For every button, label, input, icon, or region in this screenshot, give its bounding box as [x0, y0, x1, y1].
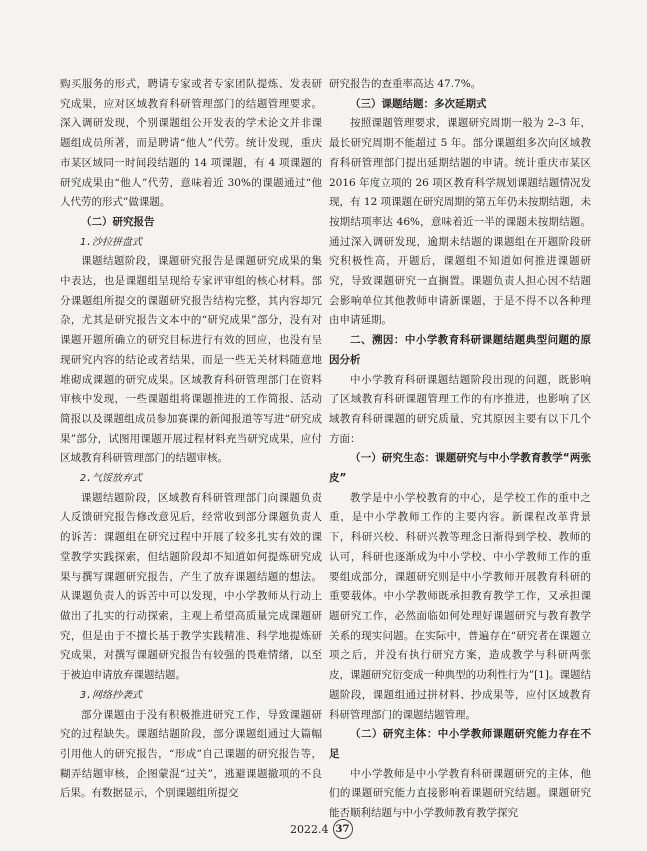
subsection-heading: （三）课题结题：多次延期式 — [350, 97, 487, 110]
paragraph: 中小学教师是中小学教育科研课题研究的主体，他们的课题研究能力直接影响着课题研究结题。课题研究能否顺利结题与中小学教师教育教学探究 — [329, 767, 591, 820]
page-footer — [290, 819, 353, 839]
paragraph: 课题结题阶段，课题研究报告是课题研究成果的集中表达，也是课题组呈现给专家评审组的核心材料。部分课题组所提交的课题研究报告结构完整，其内容却冗杂，尤其是研究报告文本中的“研究成果”部分，没有对课题开题所确立的研究目标进行有效的回应，也没有呈现研究内容的结论或者结果，而是一些无关材料随意地堆砌成课题的研究成果。区域教育科研管理部门在资料审核中发现，一些课题组将课题推进的工作简报、活动简报以及课题组成员参加赛课的新闻报道等写进“研究成果”部分，试图用课题开展过程材料充当研究成果，应付区域教育科研管理部门的结题审核。 — [60, 255, 322, 465]
paragraph: 购买服务的形式，聘请专家或者专家团队提炼、发表研究成果，应对区域教育科研管理部门的结题管理要求。深入调研发现，个别课题组公开发表的学术论文并非课题组成员所著，而是聘请“他人”代劳。统计发现，重庆市某区域同一时间段结题的 14 项课题，有 4 项课题的研究成果由“他人”代劳，意味着近 30%的课题通过“他人代劳的形式”做课题。 — [60, 78, 322, 209]
issue-label: 2022.4 — [290, 822, 329, 836]
sub-subsection-heading: 3.网络抄袭式 — [80, 689, 143, 701]
sub-subsection-heading: 1.沙拉拼盘式 — [80, 236, 143, 248]
paragraph: 研究报告的查重率高达 47.7%。 — [329, 78, 482, 90]
subsection-heading: （二）研究主体：中小学教师课题研究能力存在不足 — [329, 728, 591, 760]
section-heading: 二、溯因：中小学教育科研课题结题典型问题的原因分析 — [329, 334, 591, 366]
subsection-heading: （二）研究报告 — [81, 215, 155, 228]
right-column — [329, 75, 591, 824]
paragraph: 教学是中小学校教育的中心，是学校工作的重中之重，是中小学教师工作的主要内容。新课程改革背景下，科研兴校、科研兴教等理念日渐得到学校、教师的认可，科研也逐渐成为中小学校、中小学教师工作的重要组成部分，课题研究则是中小学教师开展教育科研的重要载体。中小学教师既承担教育教学工作，又承担课题研究工作，必然面临如何处理好课题研究与教育教学关系的现实问题。在实际中，普遍存在“研究者在课题立项之后，并没有执行研究方案，造成教学与科研两张皮，课题研究衍变成一种典型的功利性行为”[1]。课题结题阶段，课题组通过拼材料、抄成果等，应付区域教育科研管理部门的课题结题管理。 — [329, 491, 591, 721]
left-column — [60, 75, 322, 804]
subsection-heading: （一）研究生态：课题研究与中小学教育教学“两张皮” — [329, 452, 591, 485]
paragraph: 中小学教育科研课题结题阶段出现的问题，既影响了区域教育科研课题管理工作的有序推进，也影响了区域教育科研课题的研究质量，究其原因主要有以下几个方面： — [329, 373, 591, 445]
paragraph: 课题结题阶段，区域教育科研管理部门向课题负责人反馈研究报告修改意见后，经常收到部分课题负责人的诉苦：课题组在研究过程中开展了较多扎实有效的课堂教学实践探索，但结题阶段却不知道如何提炼研究成果与撰写课题研究报告，产生了放弃课题结题的想法。从课题负责人的诉苦中可以发现，中小学教师从行动上做出了扎实的行动探索，主观上希望高质量完成课题研究，但是由于不擅长基于教学实践精准、科学地提炼研究成果，对撰写课题研究报告有较强的畏难情绪，以至于被迫申请放弃课题结题。 — [60, 491, 322, 682]
page-number: 37 — [333, 819, 353, 839]
sub-subsection-heading: 2.气馁放弃式 — [80, 473, 143, 485]
paragraph: 部分课题由于没有积极推进研究工作，导致课题研究的过程缺失。课题结题阶段，部分课题组通过大篇幅引用他人的研究报告，“形成”自己课题的研究报告等，糊弄结题审核，企图蒙混“过关”，逃避课题撤项的不良后果。有数据显示，个别课题组所提交 — [60, 708, 322, 800]
paragraph: 按照课题管理要求，课题研究周期一般为 2–3 年，最长研究周期不能超过 5 年。部分课题组多次向区域教育科研管理部门提出延期结题的申请。统计重庆市某区 2016 年度立项的 26 项区教育科学规划课题结题情况发现，有 12 项课题在研究周期的第五年仍未按期结题，未按期结项率达 46%，意味着近一半的课题未按期结题。通过深入调研发现，逾期未结题的课题组在开题阶段研究积极性高，开题后，课题组不知道如何推进课题研究，导致课题研究一直搁置。课题负责人担心因不结题会影响单位其他教师申请新课题，于是不得不以各种理由申请延期。 — [329, 117, 591, 327]
